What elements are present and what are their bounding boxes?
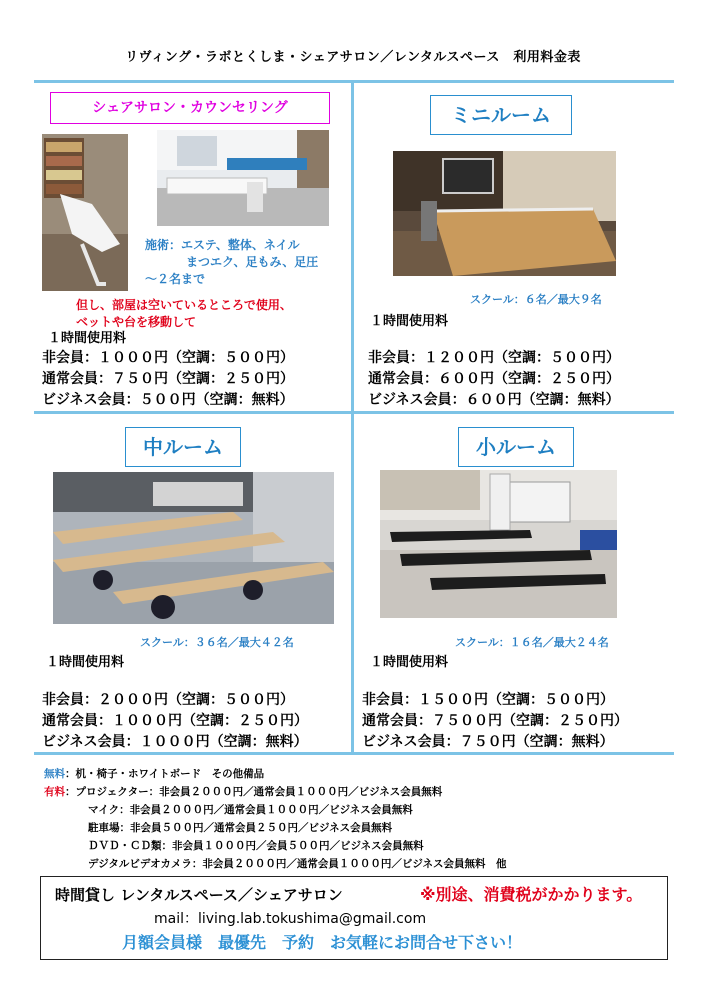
salon-price-business: ビジネス会員：５００円（空調：無料） (42, 392, 294, 408)
salon-treatments-3: ～２名まで (145, 272, 206, 286)
medium-price-nonmember: 非会員：２０００円（空調：５００円） (42, 692, 294, 708)
equipment-dvd: ＤＶＤ・ＣＤ類：非会員１０００円／会員５００円／ビジネス会員無料 (88, 840, 424, 852)
medium-room-photo (53, 472, 334, 624)
small-room-photo (380, 470, 617, 618)
medium-price-regular: 通常会員：１０００円（空調：２５０円） (42, 713, 308, 729)
medium-room-capacity: スクール：３６名／最大４２名 (140, 636, 294, 649)
medium-price-business: ビジネス会員：１０００円（空調：無料） (42, 734, 308, 750)
mini-room-photo (393, 151, 616, 276)
small-room-label: 小ルーム (458, 427, 574, 467)
free-label: 無料 (44, 768, 65, 780)
salon-hourly-label: １時間使用料 (48, 331, 127, 346)
small-price-regular: 通常会員：７５００円（空調：２５０円） (362, 713, 628, 729)
salon-chair-photo (42, 134, 128, 291)
equipment-parking: 駐車場：非会員５００円／通常会員２５０円／ビジネス会員無料 (88, 822, 393, 834)
paid-label: 有料 (44, 786, 65, 798)
medium-room-label: 中ルーム (125, 427, 241, 467)
small-room-capacity: スクール：１６名／最大２４名 (455, 636, 609, 649)
equipment-paid (44, 784, 442, 800)
footer-cta: 月額会員様 最優先 予約 お気軽にお問合せ下さい！ (122, 933, 523, 952)
mini-price-regular: 通常会員：６００円（空調：２５０円） (368, 371, 620, 387)
salon-price-nonmember: 非会員：１０００円（空調：５００円） (42, 350, 294, 366)
salon-treatments-2: まつエク、足もみ、足圧 (186, 255, 319, 269)
salon-caution-2: ベットや台を移動して (76, 315, 197, 329)
equipment-mic: マイク：非会員２０００円／通常会員１０００円／ビジネス会員無料 (88, 804, 413, 816)
page-title: リヴィング・ラボとくしま・シェアサロン／レンタルスペース 利用料金表 (125, 50, 581, 65)
mini-hourly-label: １時間使用料 (370, 314, 449, 329)
mini-room-capacity: スクール：６名／最大９名 (470, 293, 602, 306)
mini-price-business: ビジネス会員：６００円（空調：無料） (368, 392, 620, 408)
salon-room-photo (157, 130, 329, 226)
footer-tax-note: ※別途、消費税がかかります。 (420, 885, 643, 904)
mini-room-label: ミニルーム (430, 95, 572, 135)
small-price-nonmember: 非会員：１５００円（空調：５００円） (362, 692, 614, 708)
paid-first: ：プロジェクター：非会員２０００円／通常会員１０００円／ビジネス会員無料 (65, 786, 443, 798)
salon-treatments-1: 施術：エステ、整体、ネイル (145, 238, 300, 252)
divider-vertical (351, 80, 354, 755)
mini-price-nonmember: 非会員：１２００円（空調：５００円） (368, 350, 620, 366)
footer-rental: 時間貸し レンタルスペース／シェアサロン (55, 886, 343, 904)
small-hourly-label: １時間使用料 (370, 655, 449, 670)
footer-mail[interactable]: mail：living.lab.tokushima@gmail.com (154, 911, 427, 927)
equipment-camera: デジタルビデオカメラ：非会員２０００円／通常会員１０００円／ビジネス会員無料 他 (88, 858, 507, 870)
divider-middle (34, 411, 674, 414)
divider-top (34, 80, 674, 83)
free-text: ：机・椅子・ホワイトボード その他備品 (65, 768, 265, 780)
salon-caution-1: 但し、部屋は空いているところで使用、 (76, 298, 292, 312)
share-salon-label: シェアサロン・カウンセリング (50, 92, 330, 124)
small-price-business: ビジネス会員：７５０円（空調：無料） (362, 734, 614, 750)
medium-hourly-label: １時間使用料 (46, 655, 125, 670)
equipment-free (44, 766, 264, 782)
salon-price-regular: 通常会員：７５０円（空調：２５０円） (42, 371, 294, 387)
